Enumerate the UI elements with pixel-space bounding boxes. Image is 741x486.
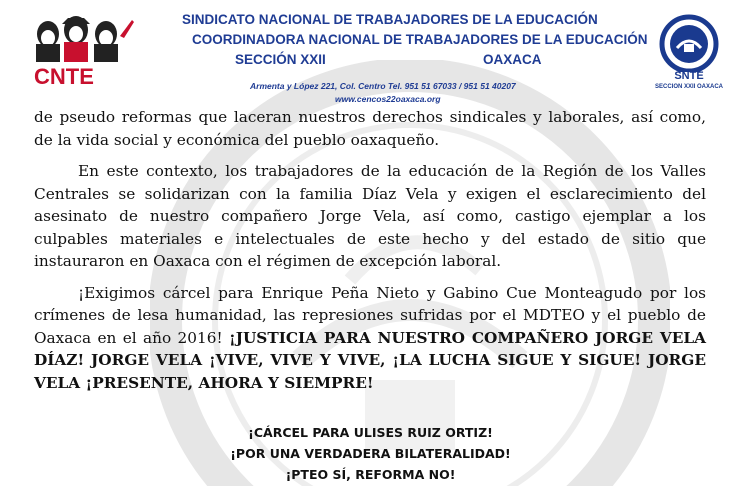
header-address: Armenta y López 221, Col. Centro Tel. 951 51 67033 / 951 51 40207 <box>250 81 516 91</box>
cnte-logo <box>28 14 140 90</box>
paragraph-2: En este contexto, los trabajadores de la educación de la Región de los Valles Centrales se solidarizan con la familia Díaz Vela y exigen el esclarecimiento del asesinato de nuestro compañero Jorge Vela, así como, castigo ejemplar a los culpables materiales e intelectuales de este hecho y del estado de sitio que instauraron en Oaxaca con el régimen de excepción laboral. <box>34 162 706 270</box>
header-line-1: SINDICATO NACIONAL DE TRABAJADORES DE LA EDUCACIÓN <box>182 12 598 27</box>
header-state: OAXACA <box>483 52 542 67</box>
snte-logo-subtext: SECCION XXII OAXACA <box>654 84 723 90</box>
paragraph-3 <box>34 282 706 395</box>
snte-seal-icon <box>650 14 728 72</box>
cnte-logo-text: CNTE <box>34 64 94 89</box>
closing-slogans <box>0 422 741 485</box>
paragraph-3-text: ¡Exigimos cárcel para Enrique Peña Nieto y Gabino Cue Monteagudo por los crímenes de lesa humanidad, las represiones sufridas por el MDTEO y el pueblo de Oaxaca en el año 2016! <box>34 283 706 347</box>
snte-logo-text: SNTE <box>674 70 704 82</box>
paragraph-1: de pseudo reformas que laceran nuestros derechos sindicales y laborales, así como, de la vida social y económica del pueblo oaxaqueño. <box>34 108 706 149</box>
closing-line-2: ¡POR UNA VERDADERA BILATERALIDAD! <box>230 446 511 461</box>
header-section: SECCIÓN XXII <box>235 52 326 67</box>
letter-body <box>34 106 706 403</box>
header-website: www.cencos22oaxaca.org <box>335 94 441 104</box>
header-line-2: COORDINADORA NACIONAL DE TRABAJADORES DE LA EDUCACIÓN <box>192 32 648 47</box>
revolutionary-figures-icon <box>28 14 140 66</box>
closing-line-1: ¡CÁRCEL PARA ULISES RUIZ ORTIZ! <box>248 425 493 440</box>
closing-line-3: ¡PTEO SÍ, REFORMA NO! <box>285 467 456 482</box>
snte-logo <box>650 14 728 94</box>
letterhead <box>0 0 741 108</box>
paragraph-3-slogan: ¡JUSTICIA PARA NUESTRO COMPAÑERO JORGE VELA DÍAZ! JORGE VELA ¡VIVE, VIVE Y VIVE, ¡LA LUCHA SIGUE Y SIGUE! JORGE VELA ¡PRESENTE, AHORA Y SIEMPRE! <box>34 328 706 392</box>
